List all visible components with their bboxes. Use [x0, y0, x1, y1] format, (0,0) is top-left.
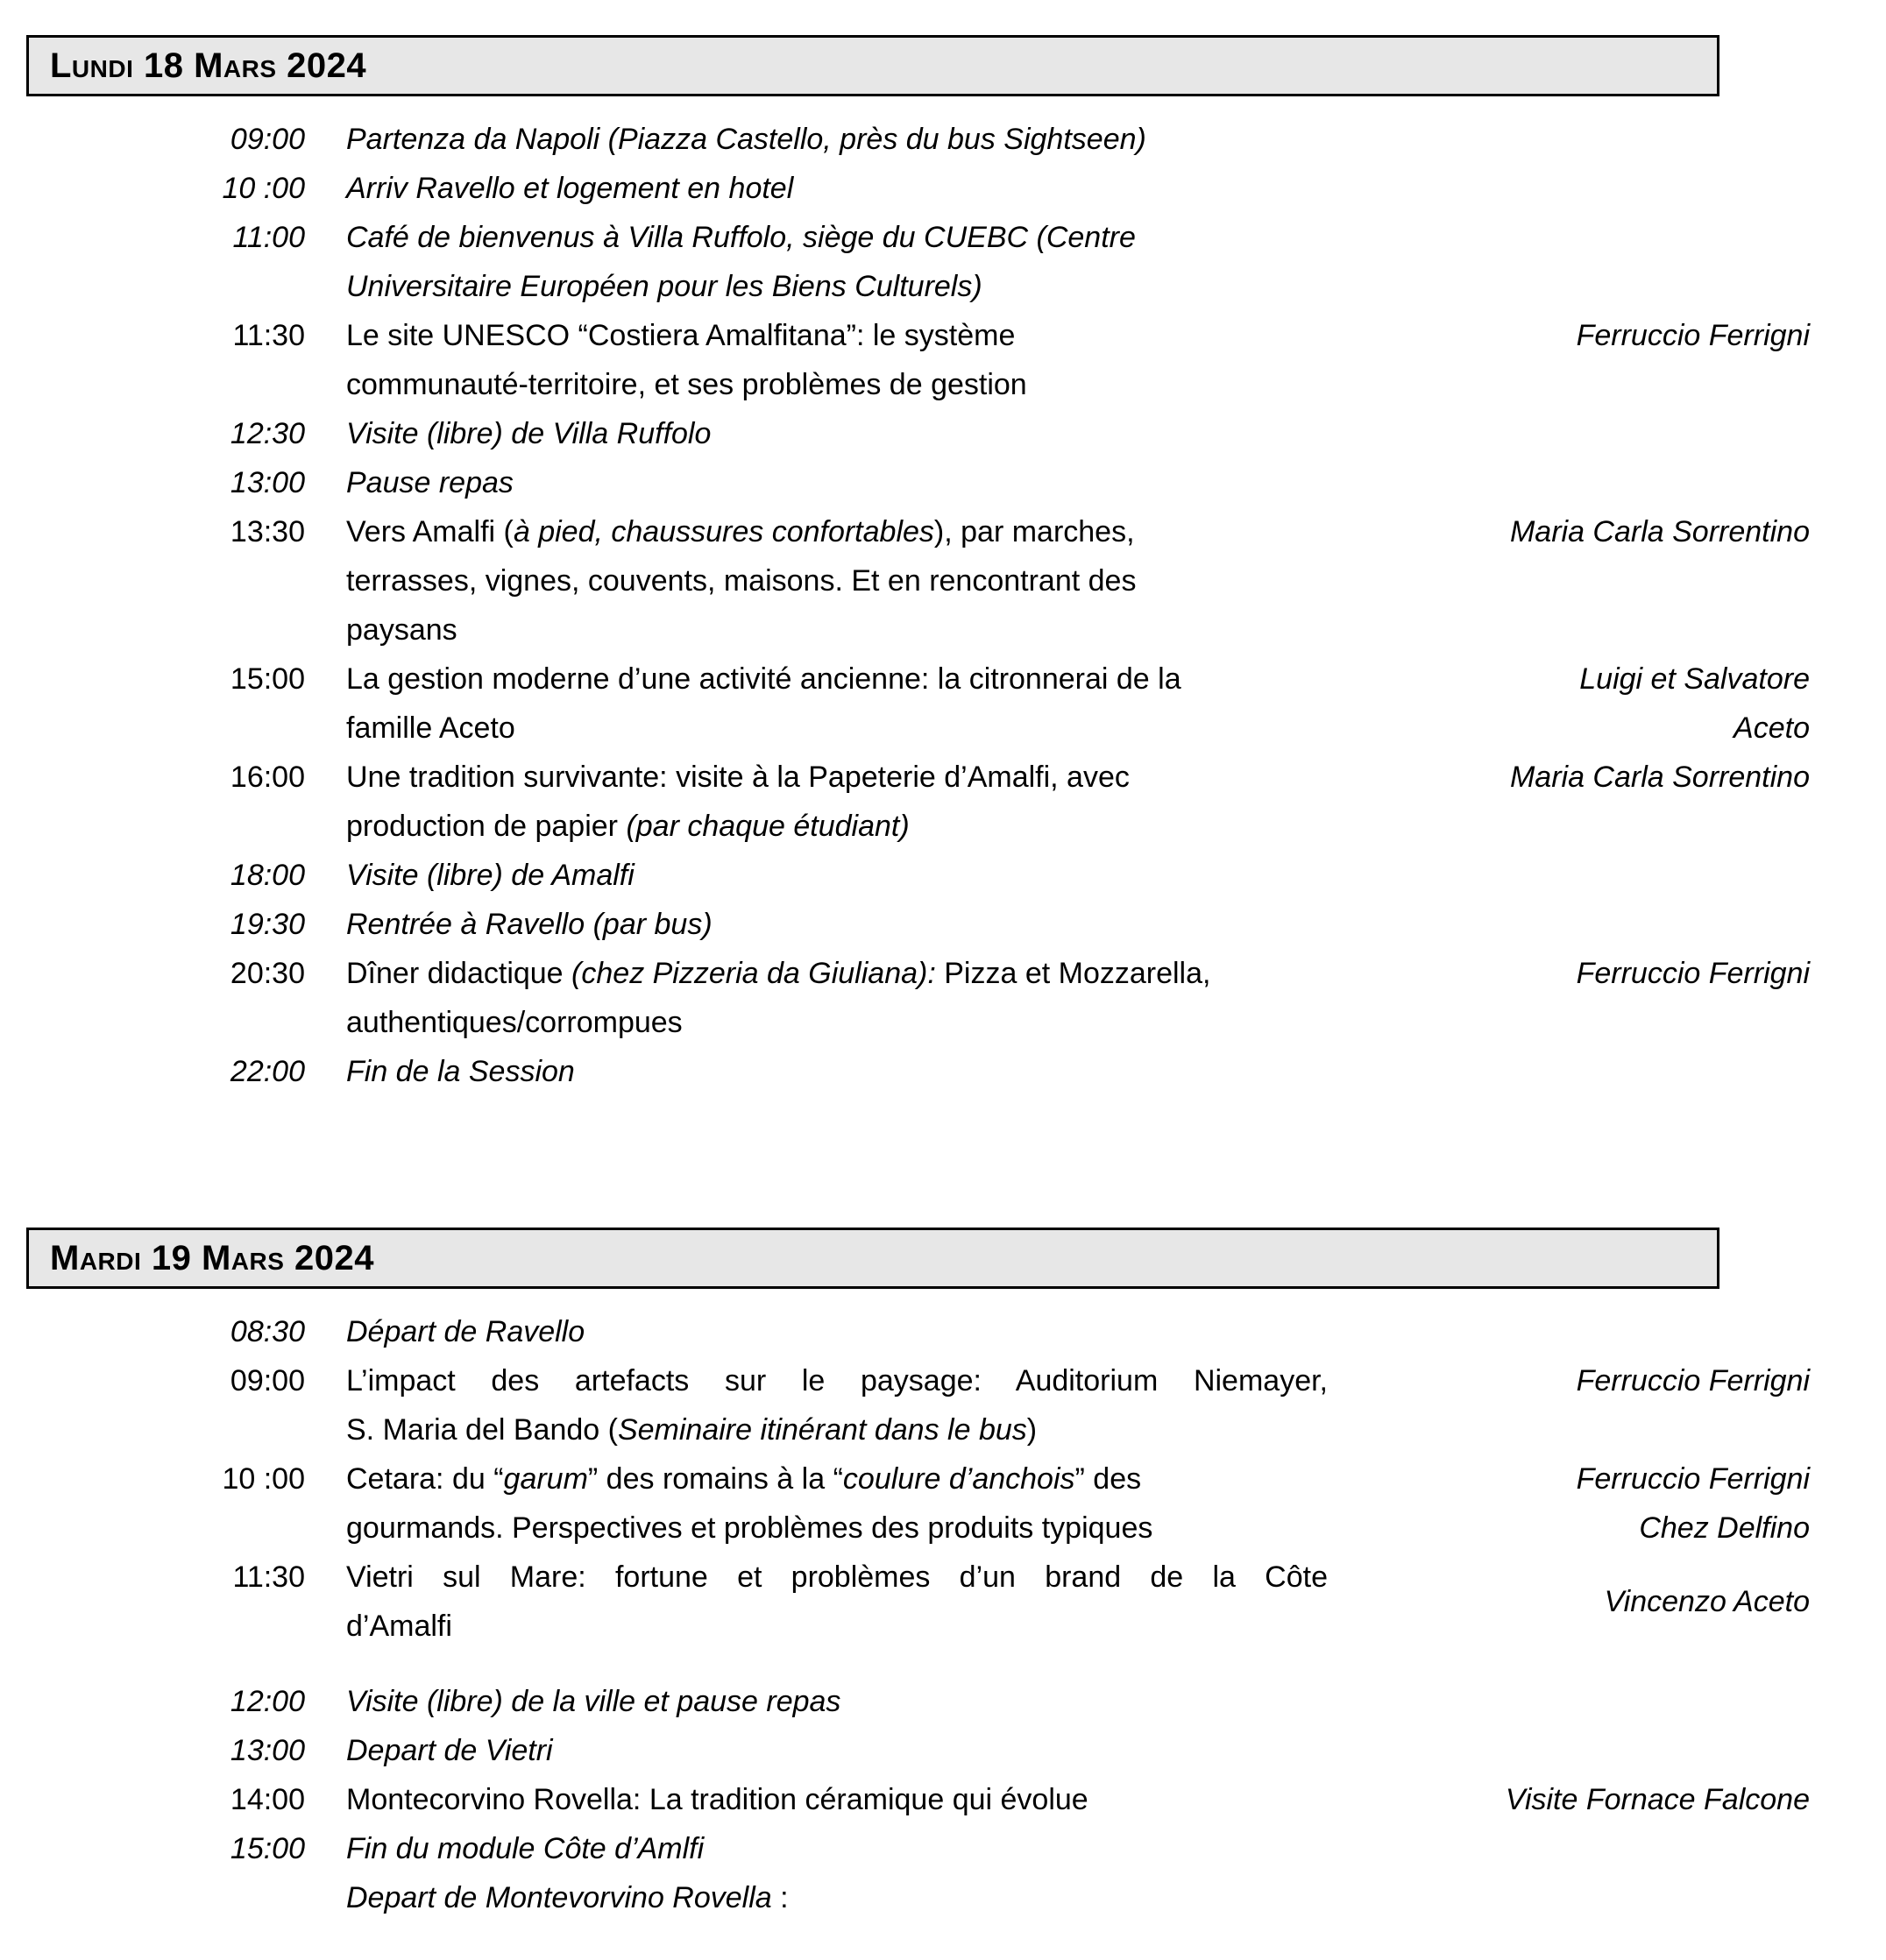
description-line [346, 1602, 1328, 1651]
day-header-bar [26, 1228, 1719, 1289]
description-line [346, 802, 1328, 851]
description-line [346, 262, 1328, 311]
time-cell: 12:00 [230, 1685, 305, 1718]
text-segment: Vietri sul Mare: fortune et problèmes d’un brand de la Côte [346, 1560, 1328, 1594]
text-segment: : [771, 1881, 789, 1914]
time-cell: 15:00 [230, 1832, 305, 1865]
activity-description [346, 507, 1328, 655]
description-line [346, 1454, 1328, 1504]
text-segment: authentiques/corrompues [346, 1006, 683, 1039]
schedule-row [149, 213, 1810, 311]
description-line [346, 1047, 1328, 1096]
time-cell: 19:30 [230, 908, 305, 941]
description-line [346, 655, 1328, 704]
schedule-row [149, 311, 1810, 409]
text-segment: Universitaire Européen pour les Biens Culturels) [346, 270, 982, 303]
time-cell: 08:30 [230, 1315, 305, 1348]
activity-description [346, 949, 1328, 1047]
text-segment: Rentrée à Ravello (par bus) [346, 908, 713, 941]
time-cell: 10 :00 [222, 172, 305, 205]
text-segment: production de papier [346, 810, 627, 843]
speaker-column [1328, 1454, 1810, 1553]
activity-description [346, 851, 1328, 900]
text-segment: à pied, chaussures confortables [513, 515, 934, 548]
description-line [346, 605, 1328, 655]
description-line [346, 1726, 1328, 1775]
description-line [346, 1504, 1328, 1553]
speaker-name: Chez Delfino [1639, 1511, 1810, 1545]
description-line [346, 1553, 1328, 1602]
time-cell: 10 :00 [222, 1462, 305, 1496]
description-line [346, 1873, 1328, 1922]
time-cell: 11:30 [232, 1560, 305, 1594]
time-cell: 14:00 [230, 1783, 305, 1816]
description-line [346, 164, 1328, 213]
schedule-row [149, 655, 1810, 753]
text-segment: communauté-territoire, et ses problèmes de gestion [346, 368, 1027, 401]
time-cell: 22:00 [230, 1055, 305, 1088]
day-title: Mardi 19 Mars 2024 [50, 1238, 375, 1277]
description-line [346, 1677, 1328, 1726]
text-segment: ) [1026, 1413, 1038, 1447]
description-line [346, 1775, 1328, 1824]
text-segment: Pause repas [346, 466, 514, 499]
text-segment: Une tradition survivante: visite à la Papeterie d’Amalfi, avec [346, 761, 1130, 794]
speaker-name: Maria Carla Sorrentino [1509, 761, 1810, 794]
schedule-rows [149, 1289, 1810, 1922]
description-line [346, 458, 1328, 507]
schedule-row [149, 458, 1810, 507]
time-cell: 15:00 [230, 662, 305, 696]
activity-description [346, 1454, 1328, 1553]
speaker-name: Vincenzo Aceto [1604, 1585, 1810, 1618]
speaker-column [1328, 949, 1810, 998]
text-segment: La gestion moderne d’une activité ancienne: la citronnerai de la [346, 662, 1181, 696]
description-line [346, 998, 1328, 1047]
schedule-row [149, 1047, 1810, 1096]
schedule-row [149, 1553, 1810, 1651]
description-line [346, 507, 1328, 556]
time-cell: 11:30 [232, 319, 305, 352]
description-line [346, 851, 1328, 900]
text-segment: Visite (libre) de Villa Ruffolo [346, 417, 712, 450]
text-segment: Café de bienvenus à Villa Ruffolo, siège du CUEBC (Centre [346, 221, 1136, 254]
text-segment: terrasses, vignes, couvents, maisons. Et en rencontrant des [346, 564, 1137, 598]
activity-description [346, 900, 1328, 949]
time-cell: 20:30 [230, 957, 305, 990]
text-segment: gourmands. Perspectives et problèmes des produits typiques [346, 1511, 1153, 1545]
activity-description [346, 1307, 1328, 1356]
description-line [346, 949, 1328, 998]
text-segment: Partenza da Napoli (Piazza Castello, près du bus Sightseen) [346, 123, 1146, 156]
activity-description [346, 753, 1328, 851]
time-cell: 09:00 [230, 1364, 305, 1397]
speaker-column [1328, 1356, 1810, 1405]
text-segment: ” des [1074, 1462, 1142, 1496]
day-section [0, 1228, 1886, 1922]
text-segment: Pizza et Mozzarella, [935, 957, 1211, 990]
speaker-name: Ferruccio Ferrigni [1576, 957, 1810, 990]
day-title: Lundi 18 Mars 2024 [50, 46, 367, 85]
schedule-row [149, 1726, 1810, 1775]
text-segment: Le site UNESCO “Costiera Amalfitana”: le système [346, 319, 1016, 352]
time-cell: 13:30 [230, 515, 305, 548]
schedule-row [149, 409, 1810, 458]
activity-description [346, 1553, 1328, 1651]
day-section [0, 35, 1886, 1096]
description-line [346, 753, 1328, 802]
speaker-column [1328, 1577, 1810, 1626]
description-line [346, 360, 1328, 409]
speaker-column [1328, 753, 1810, 802]
schedule-rows [149, 96, 1810, 1096]
description-line [346, 1307, 1328, 1356]
text-segment: S. Maria del Bando ( [346, 1413, 618, 1447]
text-segment: Depart de Vietri [346, 1734, 553, 1767]
schedule-row [149, 900, 1810, 949]
text-segment: Depart de Montevorvino Rovella [346, 1881, 772, 1914]
description-line [346, 900, 1328, 949]
speaker-name: Ferruccio Ferrigni [1576, 1364, 1810, 1397]
activity-description [346, 164, 1328, 213]
speaker-name: Ferruccio Ferrigni [1576, 319, 1810, 352]
text-segment: Dîner didactique [346, 957, 572, 990]
time-cell: 09:00 [230, 123, 305, 156]
text-segment: Vers Amalfi ( [346, 515, 514, 548]
text-segment: Fin du module Côte d’Amlfi [346, 1832, 705, 1865]
schedule-row [149, 1307, 1810, 1356]
text-segment: Cetara: du “ [346, 1462, 504, 1496]
speaker-column [1328, 507, 1810, 556]
schedule-row [149, 164, 1810, 213]
time-cell: 12:30 [230, 417, 305, 450]
schedule-row [149, 949, 1810, 1047]
activity-description [346, 115, 1328, 164]
text-segment: Visite (libre) de la ville et pause repas [346, 1685, 841, 1718]
speaker-name: Aceto [1734, 711, 1810, 745]
program-document [0, 35, 1886, 1960]
schedule-row [149, 1677, 1810, 1726]
text-segment: ” des romains à la “ [587, 1462, 843, 1496]
description-line [346, 213, 1328, 262]
speaker-name: Maria Carla Sorrentino [1509, 515, 1810, 548]
text-segment: Visite (libre) de Amalfi [346, 859, 635, 892]
time-cell: 16:00 [230, 761, 305, 794]
schedule-row [149, 851, 1810, 900]
text-segment: Fin de la Session [346, 1055, 575, 1088]
speaker-name: Visite Fornace Falcone [1505, 1783, 1810, 1816]
speaker-column [1328, 1775, 1810, 1824]
schedule-row [149, 1824, 1810, 1922]
time-cell: 18:00 [230, 859, 305, 892]
description-line [346, 1356, 1328, 1405]
schedule-row [149, 115, 1810, 164]
activity-description [346, 1047, 1328, 1096]
text-segment: (par chaque étudiant) [626, 810, 910, 843]
text-segment: coulure d’anchois [842, 1462, 1075, 1496]
activity-description [346, 1356, 1328, 1454]
time-cell: 13:00 [230, 466, 305, 499]
activity-description [346, 1677, 1328, 1726]
activity-description [346, 458, 1328, 507]
description-line [346, 704, 1328, 753]
activity-description [346, 655, 1328, 753]
text-segment: Seminaire itinérant dans le bus [617, 1413, 1027, 1447]
activity-description [346, 311, 1328, 409]
activity-description [346, 213, 1328, 311]
day-header-bar [26, 35, 1719, 96]
schedule-row [149, 507, 1810, 655]
description-line [346, 1824, 1328, 1873]
schedule-row [149, 1356, 1810, 1454]
description-line [346, 409, 1328, 458]
text-segment: Arriv Ravello et logement en hotel [346, 172, 794, 205]
text-segment: garum [503, 1462, 588, 1496]
text-segment: L’impact des artefacts sur le paysage: Auditorium Niemayer, [346, 1364, 1328, 1397]
text-segment: paysans [346, 613, 457, 647]
text-segment: (chez Pizzeria da Giuliana): [571, 957, 936, 990]
schedule-row [149, 1454, 1810, 1553]
speaker-name: Ferruccio Ferrigni [1576, 1462, 1810, 1496]
time-cell: 13:00 [230, 1734, 305, 1767]
description-line [346, 1405, 1328, 1454]
schedule-row [149, 1775, 1810, 1824]
text-segment: famille Aceto [346, 711, 515, 745]
activity-description [346, 1824, 1328, 1922]
text-segment: Montecorvino Rovella: La tradition céramique qui évolue [346, 1783, 1088, 1816]
activity-description [346, 409, 1328, 458]
description-line [346, 311, 1328, 360]
speaker-name: Luigi et Salvatore [1579, 662, 1810, 696]
text-segment: Départ de Ravello [346, 1315, 585, 1348]
speaker-column [1328, 655, 1810, 753]
description-line [346, 115, 1328, 164]
description-line [346, 556, 1328, 605]
time-cell: 11:00 [232, 221, 305, 254]
schedule-row [149, 753, 1810, 851]
activity-description [346, 1775, 1328, 1824]
speaker-column [1328, 311, 1810, 360]
text-segment: ), par marches, [933, 515, 1135, 548]
text-segment: d’Amalfi [346, 1610, 452, 1643]
activity-description [346, 1726, 1328, 1775]
